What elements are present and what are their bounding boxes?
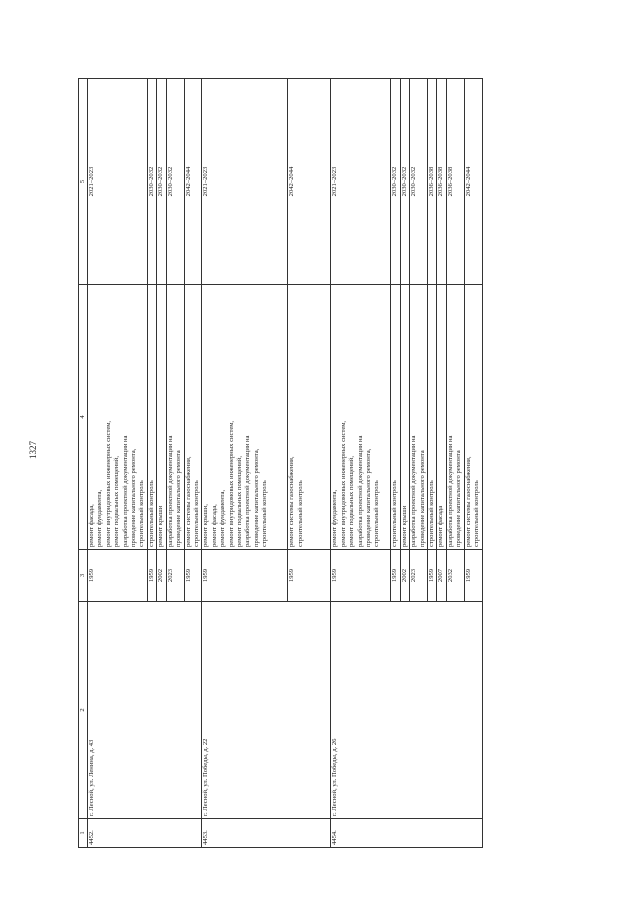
row-year: 2032 xyxy=(446,550,464,602)
entry-address: г. Лесной, ул. Ленина, д. 43 xyxy=(88,602,202,819)
row-period: 2042–2044 xyxy=(464,79,482,285)
row-work: ремонт фасада xyxy=(437,285,446,550)
row-year: 1959 xyxy=(202,550,288,602)
page-number: 1327 xyxy=(28,441,38,459)
row-period: 2030–2032 xyxy=(148,79,157,285)
row-period: 2036–2038 xyxy=(428,79,437,285)
row-period: 2030–2032 xyxy=(157,79,166,285)
row-work: ремонт крыши xyxy=(400,285,409,550)
row-year: 2002 xyxy=(157,550,166,602)
row-work: строительный контроль xyxy=(148,285,157,550)
header-col-4: 4 xyxy=(79,285,88,550)
row-year: 2023 xyxy=(410,550,428,602)
table-body xyxy=(88,79,483,848)
entry-address: г. Лесной, ул. Победы, д. 22 xyxy=(202,602,331,819)
row-work: ремонт системы газоснабжения, строительный контроль xyxy=(288,285,331,550)
header-col-3: 3 xyxy=(79,550,88,602)
row-year: 1959 xyxy=(288,550,331,602)
entry-number: 4454. xyxy=(331,819,482,848)
table-row xyxy=(88,79,148,848)
row-period: 2021–2023 xyxy=(331,79,391,285)
table-row xyxy=(331,79,391,848)
row-year: 2002 xyxy=(400,550,409,602)
header-col-1: 1 xyxy=(79,819,88,848)
entry-number: 4453. xyxy=(202,819,331,848)
row-work: ремонт системы газоснабжения, строительный контроль xyxy=(184,285,202,550)
row-year: 2023 xyxy=(166,550,184,602)
row-period: 2030–2032 xyxy=(400,79,409,285)
header-row xyxy=(79,79,88,848)
rotated-table-container xyxy=(78,78,575,848)
row-work: строительный контроль xyxy=(391,285,400,550)
row-work: ремонт крыши, ремонт фасада, ремонт фундамента, ремонт внутридомовых инженерных систем, ремонт подвальных помещений, разработка проектной документации на проведение капитального ремонта, строительный контроль xyxy=(202,285,288,550)
row-period: 2030–2032 xyxy=(410,79,428,285)
row-work: разработка проектной документации на проведение капитального ремонта xyxy=(166,285,184,550)
row-period: 2042–2044 xyxy=(184,79,202,285)
row-work: ремонт системы газоснабжения, строительный контроль xyxy=(464,285,482,550)
row-year: 1959 xyxy=(184,550,202,602)
row-work: разработка проектной документации на проведение капитального ремонта xyxy=(410,285,428,550)
header-col-2: 2 xyxy=(79,602,88,819)
row-year: 1959 xyxy=(88,550,148,602)
row-period: 2036–2038 xyxy=(446,79,464,285)
row-year: 1959 xyxy=(331,550,391,602)
row-period: 2036–2038 xyxy=(437,79,446,285)
row-period: 2021–2023 xyxy=(88,79,148,285)
row-year: 2007 xyxy=(437,550,446,602)
header-col-5: 5 xyxy=(79,79,88,285)
row-year: 1959 xyxy=(148,550,157,602)
row-period: 2042–2044 xyxy=(288,79,331,285)
table-row xyxy=(202,79,288,848)
row-period: 2030–2032 xyxy=(166,79,184,285)
row-year: 1959 xyxy=(391,550,400,602)
row-period: 2021–2023 xyxy=(202,79,288,285)
row-year: 1959 xyxy=(464,550,482,602)
capital-repair-table xyxy=(78,78,483,848)
row-work: строительный контроль xyxy=(428,285,437,550)
entry-number: 4452. xyxy=(88,819,202,848)
row-work: разработка проектной документации на проведение капитального ремонта xyxy=(446,285,464,550)
row-work: ремонт крыши xyxy=(157,285,166,550)
row-work: ремонт фундамента, ремонт внутридомовых инженерных систем, ремонт подвальных помещений, разработка проектной документации на проведение капитального ремонта, строительный контроль xyxy=(331,285,391,550)
row-period: 2030–2032 xyxy=(391,79,400,285)
row-work: ремонт фасада, ремонт фундамента, ремонт внутридомовых инженерных систем, ремонт подвальных помещений, разработка проектной документации на проведение капитального ремонта, строительный контроль xyxy=(88,285,148,550)
entry-address: г. Лесной, ул. Победы, д. 26 xyxy=(331,602,482,819)
row-year: 1959 xyxy=(428,550,437,602)
